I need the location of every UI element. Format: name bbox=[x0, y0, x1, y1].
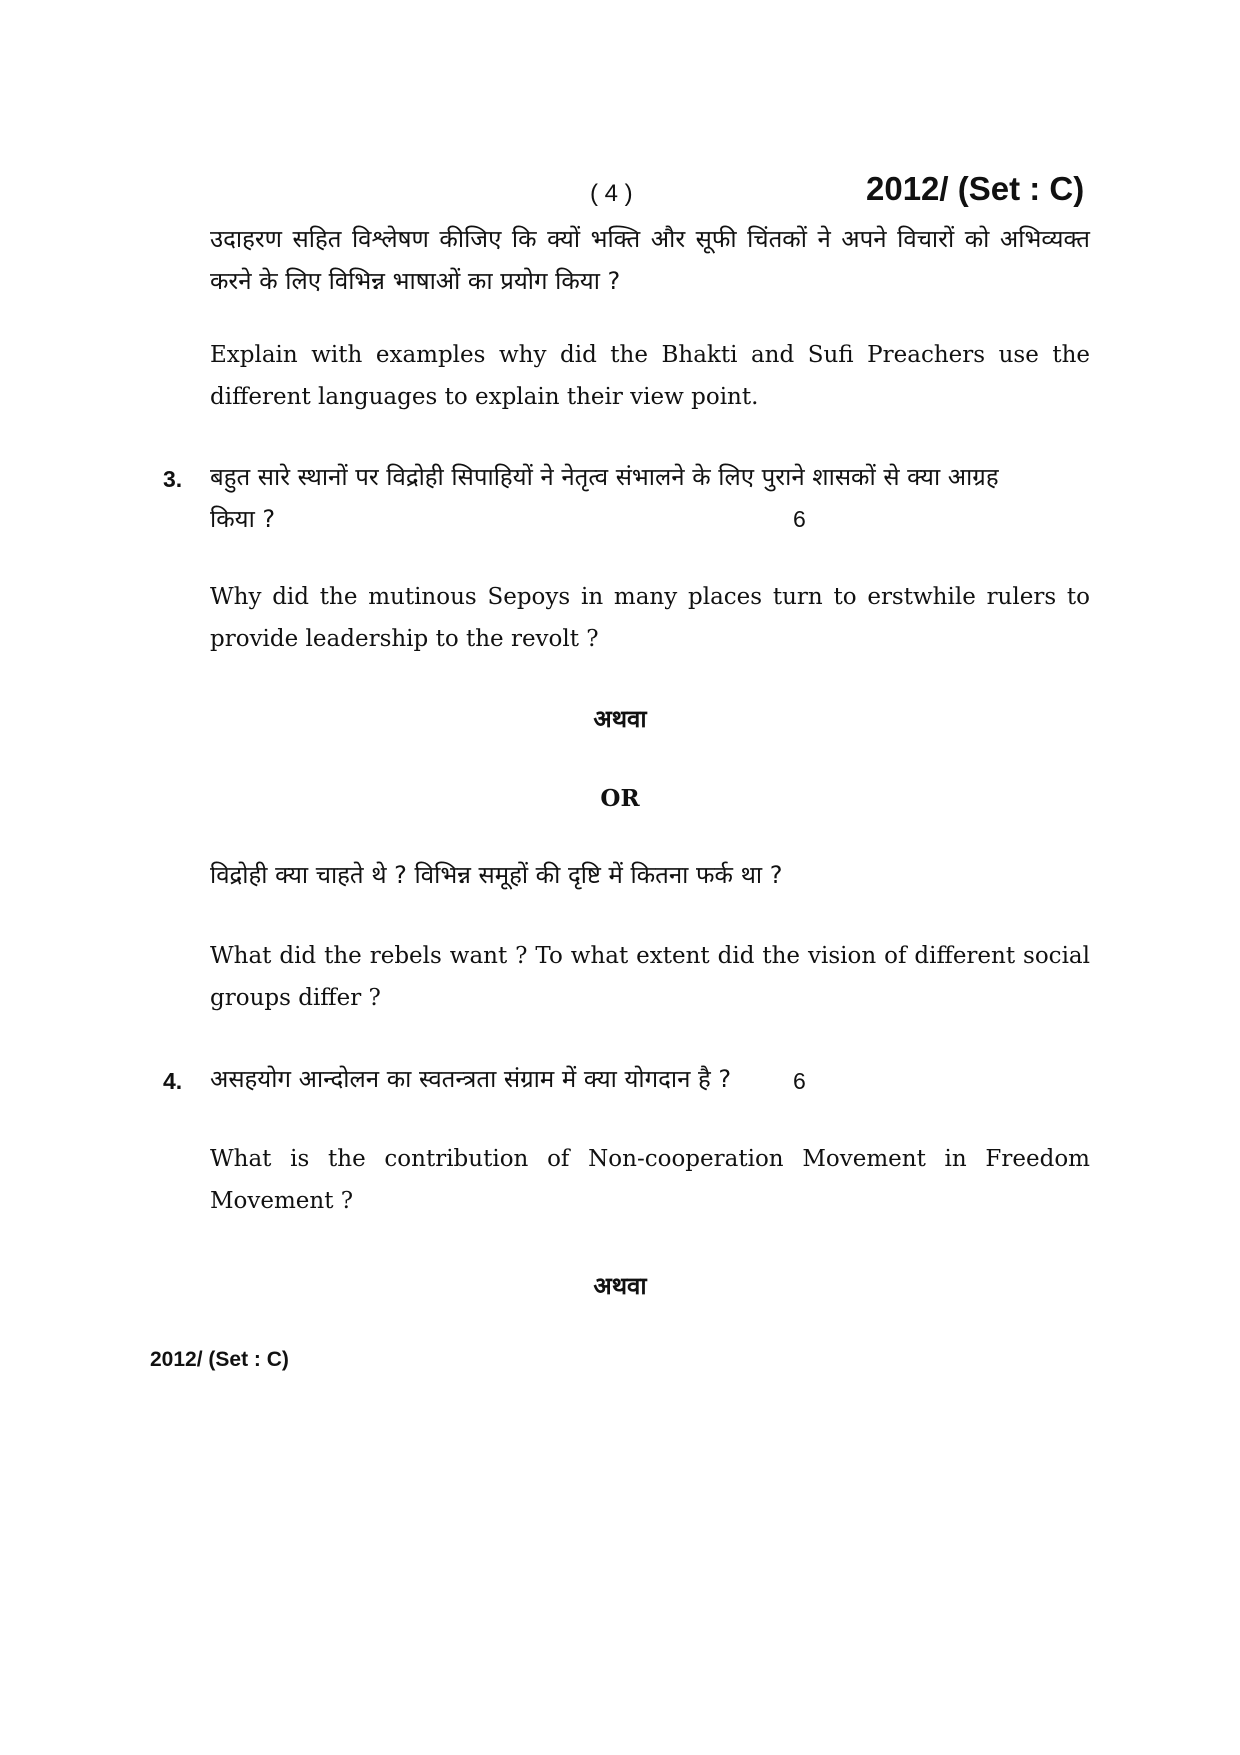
or-hindi-2: अथवा bbox=[593, 1272, 647, 1300]
q4-marks: 6 bbox=[793, 1068, 806, 1094]
q4-english-text: What is the contribution of Non-cooperation Movement in Freedom Movement ? bbox=[210, 1146, 1090, 1214]
or-hindi-1: अथवा bbox=[593, 705, 647, 733]
question-number-4: 4. bbox=[163, 1068, 183, 1094]
q3-hindi-line2: किया ? bbox=[210, 505, 276, 533]
q3-marks: 6 bbox=[793, 506, 806, 532]
q3-english-text: Why did the mutinous Sepoys in many places turn to erstwhile rulers to provide leadership to the revolt ? bbox=[210, 584, 1090, 652]
set-label-header: 2012/ (Set : C) bbox=[866, 170, 1085, 207]
q3-hindi-line1: बहुत सारे स्थानों पर विद्रोही सिपाहियों ने नेतृत्व संभालने के लिए पुराने शासकों से क्या आग्रह bbox=[210, 463, 999, 491]
set-label-footer: 2012/ (Set : C) bbox=[150, 1348, 289, 1371]
q4-hindi-text: असहयोग आन्दोलन का स्वतन्त्रता संग्राम में क्या योगदान है ? bbox=[210, 1065, 732, 1093]
q3-alt-english: What did the rebels want ? To what extent did the vision of different social groups differ ? bbox=[210, 943, 1090, 1011]
q3-alt-hindi: विद्रोही क्या चाहते थे ? विभिन्न समूहों की दृष्टि में कितना फर्क था ? bbox=[210, 861, 783, 889]
or-english: OR bbox=[600, 785, 640, 812]
q2-hindi-text: उदाहरण सहित विश्लेषण कीजिए कि क्यों भक्ति और सूफी चिंतकों ने अपने विचारों को अभिव्यक्त करने के लिए विभिन्न भाषाओं का प्रयोग किया ? bbox=[210, 225, 1090, 295]
q2-english-text: Explain with examples why did the Bhakti and Sufi Preachers use the different languages to explain their view point. bbox=[210, 342, 1090, 410]
page-number: ( 4 ) bbox=[590, 180, 633, 207]
question-number-3: 3. bbox=[163, 466, 183, 492]
